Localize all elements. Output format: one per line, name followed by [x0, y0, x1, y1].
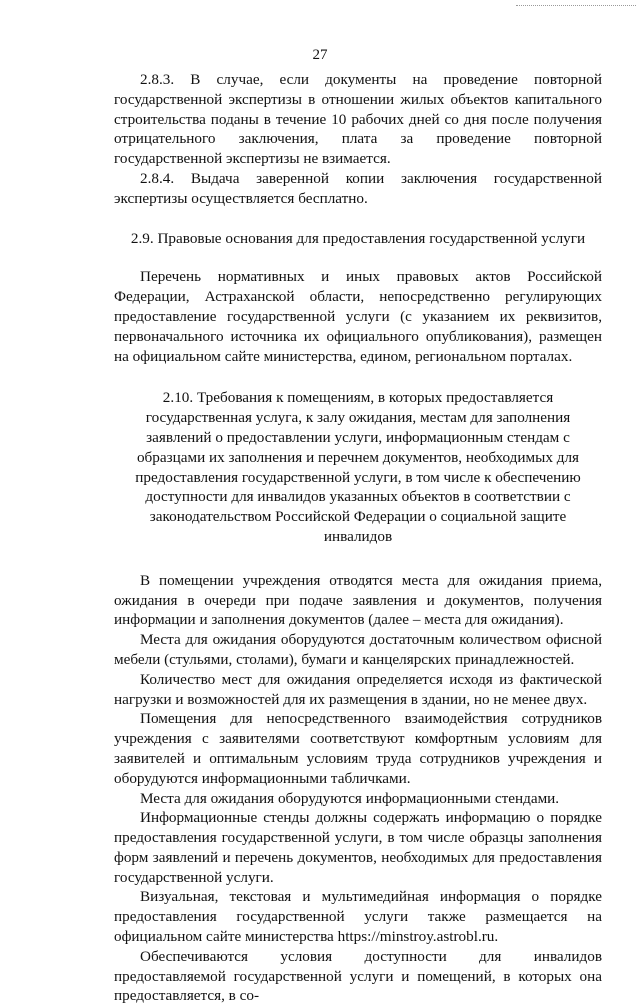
page-number: 27 — [312, 47, 328, 63]
paragraph: В помещении учреждения отводятся места для ожидания приема, ожидания в очереди при подаче заявления и документов, получения информации и заполнения документов (далее – места для ожидания). — [114, 571, 602, 629]
paragraph-2-8-4: 2.8.4. Выдача заверенной копии заключения государственной экспертизы осуществляется бесплатно. — [114, 169, 602, 207]
paragraph: Визуальная, текстовая и мультимедийная информация о порядке предоставления государственной услуги также размещается на официальном сайте министерства https://minstroy.astrobl.ru. — [114, 888, 602, 946]
paragraph: Обеспечиваются условия доступности для инвалидов предоставляемой государственной услуги и помещений, в которых она предоставляется, в со- — [114, 947, 602, 1005]
paragraph-2-9-text: Перечень нормативных и иных правовых актов Российской Федерации, Астраханской области, непосредственно регулирующих предоставление государственной услуги (с указанием их реквизитов, первоначального источника их официального опубликования), размещен на официальном сайте министерства, едином, региональном порталах. — [114, 268, 602, 365]
paragraph: Места для ожидания оборудуются достаточным количеством офисной мебели (стульями, столами), бумаги и канцелярских принадлежностей. — [114, 631, 602, 668]
paragraph: Информационные стенды должны содержать информацию о порядке предоставления государственной услуги, в том числе образцы заполнения форм заявлений и перечень документов, необходимых для предоставления государственной услуги. — [114, 809, 602, 886]
paragraph: Места для ожидания оборудуются информационными стендами. — [140, 789, 560, 807]
spacer — [114, 248, 602, 267]
scan-edge-line — [516, 5, 636, 6]
paragraph-2-8-3: 2.8.3. В случае, если документы на проведение повторной государственной экспертизы в отношении жилых объектов капитального строительства поданы в течение 10 рабочих дней со дня после получения отрицательного заключения, плата за проведение повторной государственной экспертизы не взимается. — [114, 71, 602, 168]
document-body — [114, 70, 602, 1006]
spacer — [114, 209, 602, 229]
spacer — [114, 547, 602, 571]
paragraph: Помещения для непосредственного взаимодействия сотрудников учреждения с заявителями соответствуют комфортным условиям для заявителей и оптимальным условиям труда сотрудников учреждения и оборудуются информационными табличками. — [114, 710, 602, 787]
section-heading-2-9: 2.9. Правовые основания для предоставления государственной услуги — [130, 229, 586, 247]
paragraph: Количество мест для ожидания определяется исходя из фактической нагрузки и возможностей для их размещения в здании, но не менее двух. — [114, 670, 602, 708]
spacer — [114, 366, 602, 388]
section-heading-2-10: 2.10. Требования к помещениям, в которых предоставляется государственная услуга, к залу ожидания, местам для заполнения заявлений о предоставлении услуги, информационным стендам с образцами их заполнения и перечнем документов, необходимых для предоставления государственной услуги, в том числе к обеспечению доступности для инвалидов указанных объектов в соответствии с законодательством Российской Федерации о социальной защите инвалидов — [135, 389, 581, 545]
